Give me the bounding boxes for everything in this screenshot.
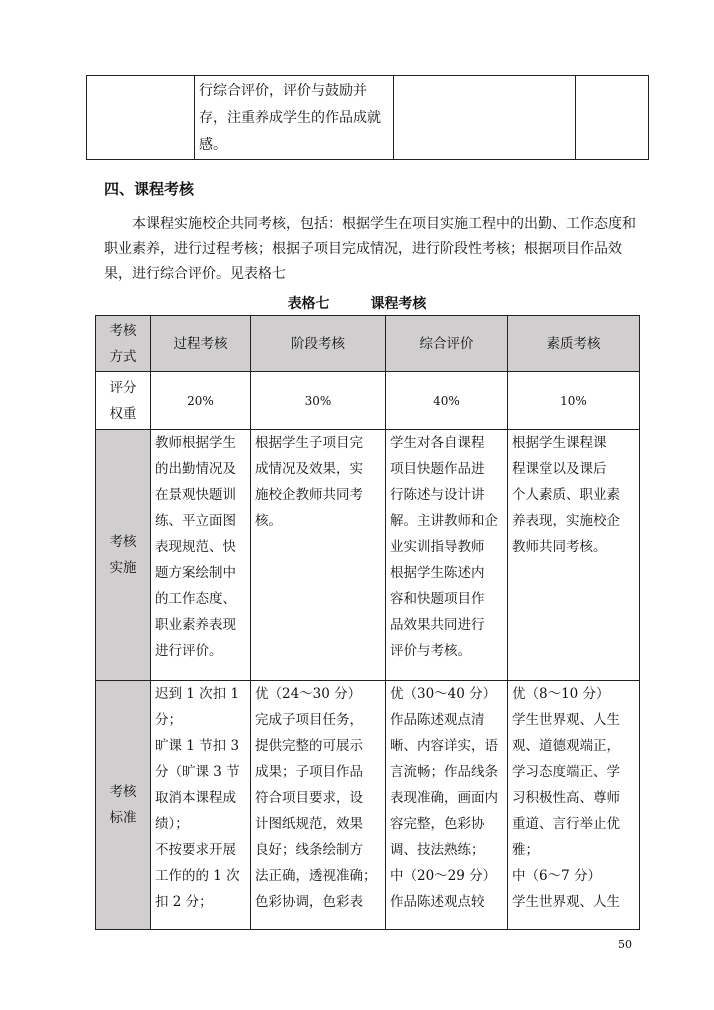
table-cell bbox=[508, 681, 640, 930]
table-cell bbox=[386, 681, 508, 930]
assessment-table bbox=[95, 315, 640, 930]
intro-paragraph: 本课程实施校企共同考核，包括：根据学生在项目实施工程中的出勤、工作态度和职业素养，进行过程考核；根据子项目完成情况，进行阶段性考核；根据项目作品效果，进行综合评价。见表格七 bbox=[104, 216, 636, 282]
weight-row bbox=[96, 372, 640, 430]
cell-text: 优（24～30 分） 完成子项目任务， 提供完整的可展示 成果；子项目作品 符合项目要求，设 计图纸规范，效果 良好；线条绘制方 法正确，透视准确； 色彩协调，色彩表 bbox=[255, 686, 377, 910]
header-row bbox=[96, 316, 640, 372]
empty-cell bbox=[87, 76, 195, 160]
column-header: 素质考核 bbox=[508, 316, 640, 372]
row-label: 考核 实施 bbox=[96, 430, 151, 681]
table-cell: 教师根据学生 的出勤情况及 在景观快题训 练、平立面图 表现规范、快 题方案绘制中 的工作态度、 职业素养表现 进行评价。 bbox=[151, 430, 251, 681]
corner-header: 考核 方式 bbox=[96, 316, 151, 372]
table-caption bbox=[0, 293, 714, 313]
empty-cell bbox=[394, 76, 576, 160]
table-cell: 根据学生子项目完 成情况及效果，实 施校企教师共同考 核。 bbox=[251, 430, 386, 681]
evaluation-text-cell: 行综合评价，评价与鼓励并 存，注重养成学生的作品成就 感。 bbox=[195, 76, 394, 160]
weight-value: 20% bbox=[151, 372, 251, 430]
cell-text: 迟到 1 次扣 1 分； 旷课 1 节扣 3 分（旷课 3 节 取消本课程成 绩）； 不按要求开展 工作的的 1 次 扣 2 分； bbox=[155, 686, 240, 910]
table-row bbox=[87, 76, 649, 160]
continuation-table bbox=[86, 75, 649, 160]
standard-row bbox=[96, 681, 640, 930]
empty-cell bbox=[576, 76, 649, 160]
row-label: 考核 标准 bbox=[96, 681, 151, 930]
weight-value: 40% bbox=[386, 372, 508, 430]
page-number: 50 bbox=[618, 938, 632, 951]
table-cell: 学生对各自课程 项目快题作品进 行陈述与设计讲 解。主讲教师和企 业实训指导教师 根据学生陈述内 容和快题项目作 品效果共同进行 评价与考核。 bbox=[386, 430, 508, 681]
caption-title: 课程考核 bbox=[370, 296, 427, 312]
column-header: 综合评价 bbox=[386, 316, 508, 372]
row-label: 评分 权重 bbox=[96, 372, 151, 430]
table-cell: 根据学生课程课 程课堂以及课后 个人素质、职业素 养表现，实施校企 教师共同考核。 bbox=[508, 430, 640, 681]
weight-value: 30% bbox=[251, 372, 386, 430]
cell-text: 优（30～40 分） 作品陈述观点清 晰、内容详实，语 言流畅；作品线条 表现准确，画面内 容完整，色彩协 调、技法熟练； 中（20～29 分） 作品陈述观点较 bbox=[390, 686, 498, 910]
caption-label: 表格七 bbox=[287, 296, 330, 312]
implementation-row bbox=[96, 430, 640, 681]
column-header: 阶段考核 bbox=[251, 316, 386, 372]
table-cell bbox=[251, 681, 386, 930]
weight-value: 10% bbox=[508, 372, 640, 430]
table-cell bbox=[151, 681, 251, 930]
section-heading: 四、课程考核 bbox=[104, 180, 195, 198]
column-header: 过程考核 bbox=[151, 316, 251, 372]
cell-text: 优（8～10 分） 学生世界观、人生 观、道德观端正， 学习态度端正、学 习积极性高、尊师 重道、言行举止优 雅； 中（6～7 分） 学生世界观、人生 bbox=[512, 686, 620, 910]
